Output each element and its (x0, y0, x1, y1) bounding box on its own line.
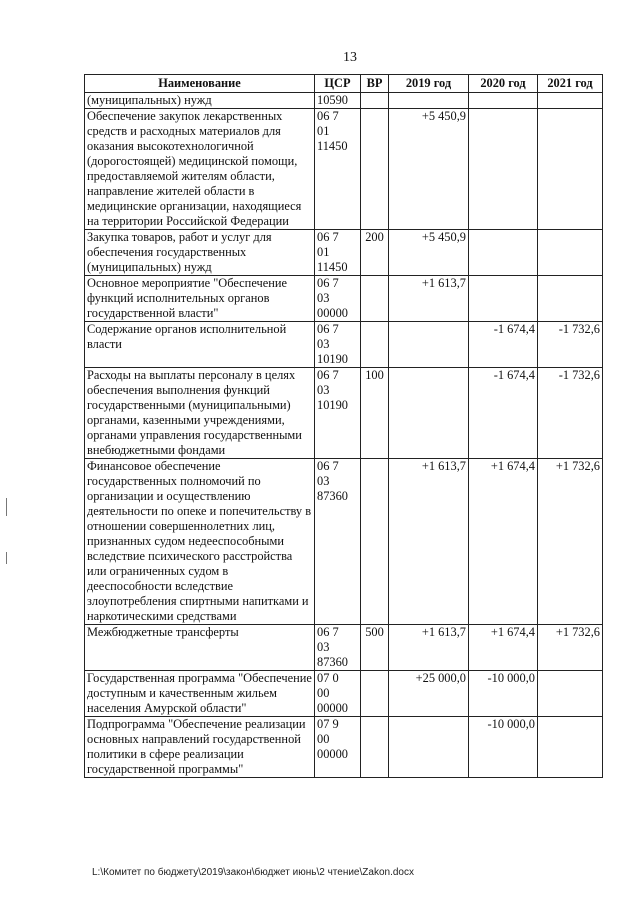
row-2020 (469, 276, 538, 322)
row-2021: -1 732,6 (538, 322, 603, 368)
table-row (85, 109, 603, 230)
table-row (85, 625, 603, 671)
row-2021 (538, 109, 603, 230)
row-2021 (538, 230, 603, 276)
row-2019 (389, 322, 469, 368)
row-csr: 06 7 03 87360 (315, 459, 361, 625)
row-vr: 200 (361, 230, 389, 276)
row-name: Расходы на выплаты персоналу в целях обеспечения выполнения функций государственными (муниципальными) органами, казенными учреждениями, органами управления государственными внебюджетными фондами (85, 368, 315, 459)
row-2020: -10 000,0 (469, 671, 538, 717)
row-2020 (469, 93, 538, 109)
margin-mark (6, 498, 7, 516)
table-header-row (85, 75, 603, 93)
row-2021: -1 732,6 (538, 368, 603, 459)
table-row (85, 717, 603, 778)
row-2019 (389, 717, 469, 778)
row-csr: 06 7 01 11450 (315, 109, 361, 230)
row-name: (муниципальных) нужд (85, 93, 315, 109)
header-csr: ЦСР (315, 75, 361, 93)
row-2020 (469, 109, 538, 230)
header-vr: ВР (361, 75, 389, 93)
row-csr: 06 7 03 10190 (315, 322, 361, 368)
row-2020: -1 674,4 (469, 322, 538, 368)
row-vr (361, 109, 389, 230)
row-2019: +1 613,7 (389, 459, 469, 625)
row-name: Подпрограмма "Обеспечение реализации основных направлений государственной политики в сфере реализации государственной программы" (85, 717, 315, 778)
margin-mark (6, 552, 7, 564)
row-name: Государственная программа "Обеспечение доступным и качественным жильем населения Амурской области" (85, 671, 315, 717)
row-2020 (469, 230, 538, 276)
row-name: Межбюджетные трансферты (85, 625, 315, 671)
table-row (85, 276, 603, 322)
table-row (85, 230, 603, 276)
header-2019: 2019 год (389, 75, 469, 93)
row-2020: -10 000,0 (469, 717, 538, 778)
row-vr (361, 671, 389, 717)
row-2021: +1 732,6 (538, 625, 603, 671)
row-2019: +1 613,7 (389, 625, 469, 671)
row-2021: +1 732,6 (538, 459, 603, 625)
row-name: Основное мероприятие "Обеспечение функций исполнительных органов государственной власти" (85, 276, 315, 322)
row-name: Финансовое обеспечение государственных полномочий по организации и осуществлению деятельности по опеке и попечительству в отношении совершеннолетних лиц, признанных судом недееспособными вследствие психического расстройства или ограниченных судом в дееспособности вследствие злоупотребления спиртными напитками и наркотическими средствами (85, 459, 315, 625)
row-csr: 07 0 00 00000 (315, 671, 361, 717)
row-2019: +5 450,9 (389, 109, 469, 230)
row-vr: 100 (361, 368, 389, 459)
row-2019 (389, 93, 469, 109)
header-2021: 2021 год (538, 75, 603, 93)
row-vr (361, 276, 389, 322)
row-name: Обеспечение закупок лекарственных средств и расходных материалов для оказания высокотехнологичной (дорогостоящей) медицинской помощи, предоставляемой жителям области, направление жителей области в медицинские организации, находящиеся на территории Российской Федерации (85, 109, 315, 230)
table-row (85, 368, 603, 459)
row-csr: 06 7 01 11450 (315, 230, 361, 276)
row-vr (361, 459, 389, 625)
row-csr: 10590 (315, 93, 361, 109)
table-row (85, 322, 603, 368)
row-2019: +1 613,7 (389, 276, 469, 322)
row-vr (361, 717, 389, 778)
row-csr: 06 7 03 87360 (315, 625, 361, 671)
row-2019: +25 000,0 (389, 671, 469, 717)
row-csr: 06 7 03 10190 (315, 368, 361, 459)
row-name: Содержание органов исполнительной власти (85, 322, 315, 368)
footer-file-path: L:\Комитет по бюджету\2019\закон\бюджет июнь\2 чтение\Zakon.docx (92, 867, 414, 878)
row-vr: 500 (361, 625, 389, 671)
row-2019 (389, 368, 469, 459)
header-2020: 2020 год (469, 75, 538, 93)
row-vr (361, 322, 389, 368)
row-2021 (538, 671, 603, 717)
row-name: Закупка товаров, работ и услуг для обеспечения государственных (муниципальных) нужд (85, 230, 315, 276)
row-2020: -1 674,4 (469, 368, 538, 459)
row-2021 (538, 93, 603, 109)
table-row (85, 671, 603, 717)
header-name: Наименование (85, 75, 315, 93)
row-2021 (538, 276, 603, 322)
row-2020: +1 674,4 (469, 459, 538, 625)
row-csr: 06 7 03 00000 (315, 276, 361, 322)
table-row (85, 93, 603, 109)
row-2020: +1 674,4 (469, 625, 538, 671)
row-vr (361, 93, 389, 109)
row-2021 (538, 717, 603, 778)
row-csr: 07 9 00 00000 (315, 717, 361, 778)
row-2019: +5 450,9 (389, 230, 469, 276)
page-number: 13 (343, 50, 357, 65)
budget-table (84, 74, 603, 778)
table-row (85, 459, 603, 625)
